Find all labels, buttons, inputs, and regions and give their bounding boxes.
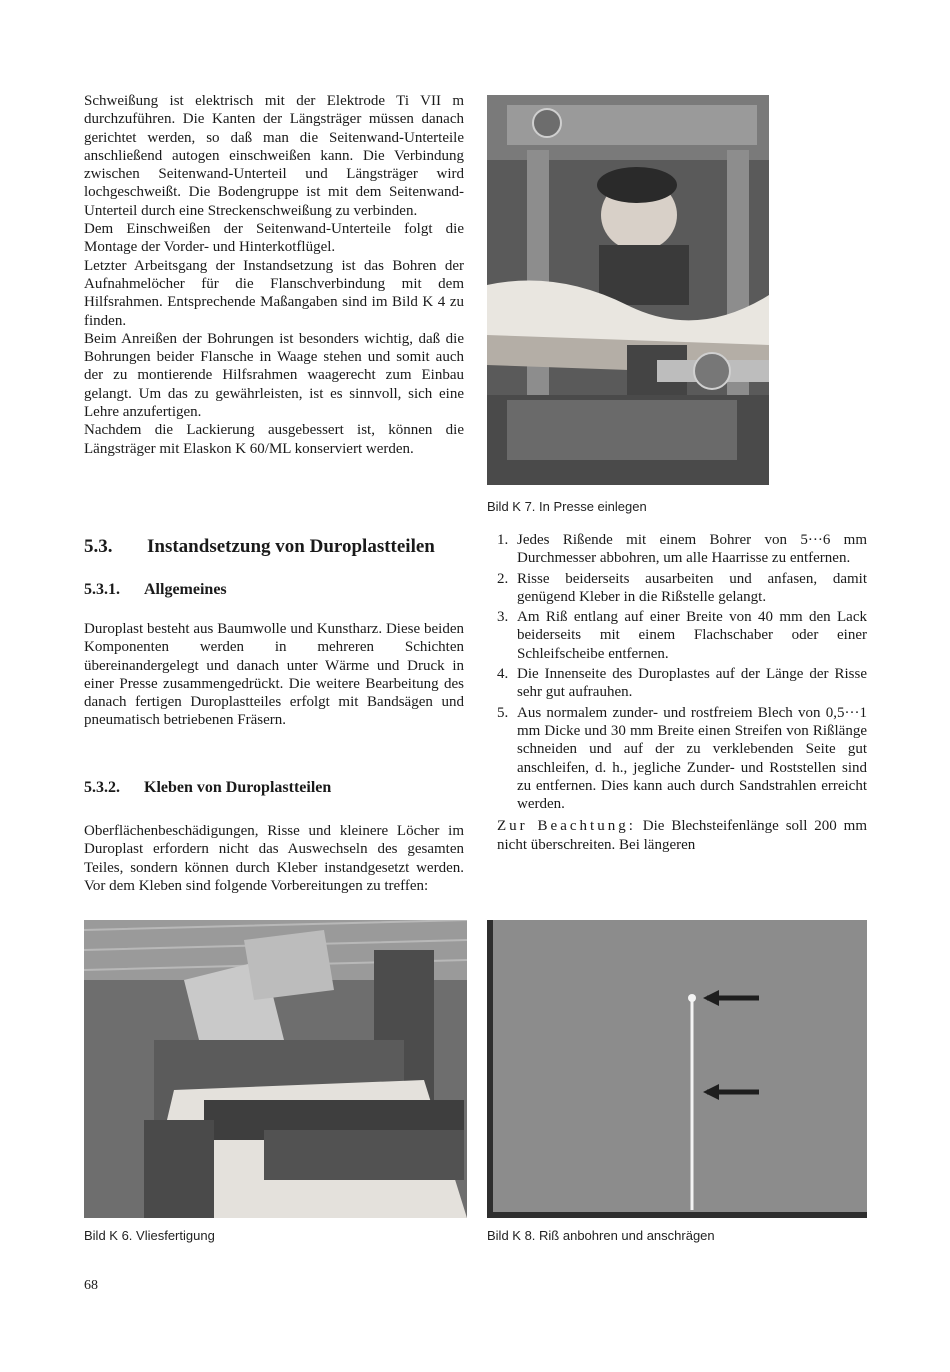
- note-paragraph: [497, 817, 867, 854]
- list-item: [497, 570, 867, 607]
- section-number: 5.3.: [84, 536, 113, 557]
- list-item: [497, 608, 867, 663]
- list-item: [497, 704, 867, 814]
- section-title: Instandsetzung von Duroplastteilen: [147, 536, 435, 557]
- steps-list: [497, 531, 867, 854]
- note-text: Die Blechsteifenlänge soll 200 mm nicht überschreiten. Bei längeren: [497, 818, 867, 853]
- paragraph: Beim Anreißen der Bohrungen ist besonders wichtig, daß die Bohrungen beider Flansche in Waage stehen und somit auch der zu montierende Hilfsrahmen waagerecht zum Einbau gelangt. Um das zu gewährleisten, ist es sinnvoll, sich eine Lehre anzufertigen.: [84, 330, 464, 421]
- list-item: [497, 665, 867, 702]
- list-number: 5.: [497, 704, 509, 721]
- paragraph: Nachdem die Lackierung ausgebessert ist, können die Längsträger mit Elaskon K 60/ML konserviert werden.: [84, 422, 464, 457]
- list-number: 1.: [497, 532, 509, 548]
- list-number: 4.: [497, 666, 509, 683]
- photo-press: [487, 95, 769, 485]
- section-title: Kleben von Duroplastteilen: [144, 779, 332, 796]
- list-text: Die Innenseite des Duroplastes auf der Länge der Risse sehr gut aufrauhen.: [517, 666, 867, 701]
- list-text: Jedes Rißende mit einem Bohrer von 5···6 mm Durchmesser abbohren, um alle Haarrisse zu entfernen.: [517, 532, 867, 567]
- section-heading-5-3-1: [84, 581, 227, 599]
- caption-k6: Bild K 6. Vliesfertigung: [84, 1228, 215, 1243]
- paragraph: Letzter Arbeitsgang der Instandsetzung ist das Bohren der Aufnahmelöcher für die Flanschverbindung mit dem Hilfsrahmen. Entsprechende Maßangaben sind im Bild K 4 zu finden.: [84, 257, 464, 329]
- section-5-3-1-text: [84, 620, 464, 730]
- section-heading-5-3: [84, 536, 435, 558]
- caption-k8: Bild K 8. Riß anbohren und anschrägen: [487, 1228, 715, 1243]
- page-number: 68: [84, 1278, 98, 1293]
- intro-text-block: [84, 92, 464, 458]
- list-item: [497, 531, 867, 568]
- section-heading-5-3-2: [84, 779, 331, 797]
- paragraph: Schweißung ist elektrisch mit der Elektrode Ti VII m durchzuführen. Die Kanten der Längsträger müssen danach gerichtet werden, so daß man die Seitenwand-Unterteile anschließend autogen einschweißen kann. Die Verbindung zwischen Seitenwand-Unterteil und Längsträger wird lochgeschweißt. Die Bodengruppe ist mit dem Seitenwand-Unterteil durch eine Streckenschweißung zu verbinden.: [84, 93, 464, 219]
- note-label: Zur Beachtung:: [497, 818, 636, 835]
- photo-crack-image: [487, 920, 867, 1218]
- caption-k7: Bild K 7. In Presse einlegen: [487, 499, 647, 514]
- list-text: Aus normalem zunder- und rostfreiem Blech von 0,5···1 mm Dicke und 30 mm Breite einen Streifen von Rißlänge schneiden und auf der zu verklebenden Seite gut anschleifen, d. h., jegliche Zunder- und Roststellen sind zu entfernen. Dies kann auch durch Sandstrahlen erreicht werden.: [517, 704, 867, 813]
- section-title: Allgemeines: [144, 581, 227, 598]
- photo-fleece-production: [84, 920, 467, 1218]
- photo-crack-drilling: [487, 920, 867, 1218]
- paragraph: Duroplast besteht aus Baumwolle und Kunstharz. Diese beiden Komponenten werden in mehreren Schichten übereinandergelegt und danach unter Wärme und Druck in einer Presse zusammengedrückt. Die weitere Bearbeitung des danach fertigen Duroplastteiles erfolgt mit Bandsägen und pneumatisch betriebenen Fräsern.: [84, 621, 464, 729]
- list-text: Risse beiderseits ausarbeiten und anfasen, damit genügend Kleber in die Rißstelle gelangt.: [517, 570, 867, 605]
- section-number: 5.3.1.: [84, 581, 120, 598]
- list-text: Am Riß entlang auf einer Breite von 40 mm den Lack beiderseits mit einem Flachschaber oder einer Schleifscheibe entfernen.: [517, 609, 867, 662]
- section-number: 5.3.2.: [84, 779, 120, 796]
- photo-fleece-image: [84, 920, 467, 1218]
- list-number: 2.: [497, 570, 509, 587]
- paragraph: Dem Einschweißen der Seitenwand-Unterteile folgt die Montage der Vorder- und Hinterkotflügel.: [84, 221, 464, 256]
- photo-press-image: [487, 95, 769, 485]
- list-number: 3.: [497, 609, 509, 626]
- section-5-3-2-text: [84, 822, 464, 895]
- paragraph: Oberflächenbeschädigungen, Risse und kleinere Löcher im Duroplast erfordern nicht das Auswechseln des gesamten Teiles, sondern können durch Kleber instandgesetzt werden. Vor dem Kleben sind folgende Vorbereitungen zu treffen:: [84, 823, 464, 894]
